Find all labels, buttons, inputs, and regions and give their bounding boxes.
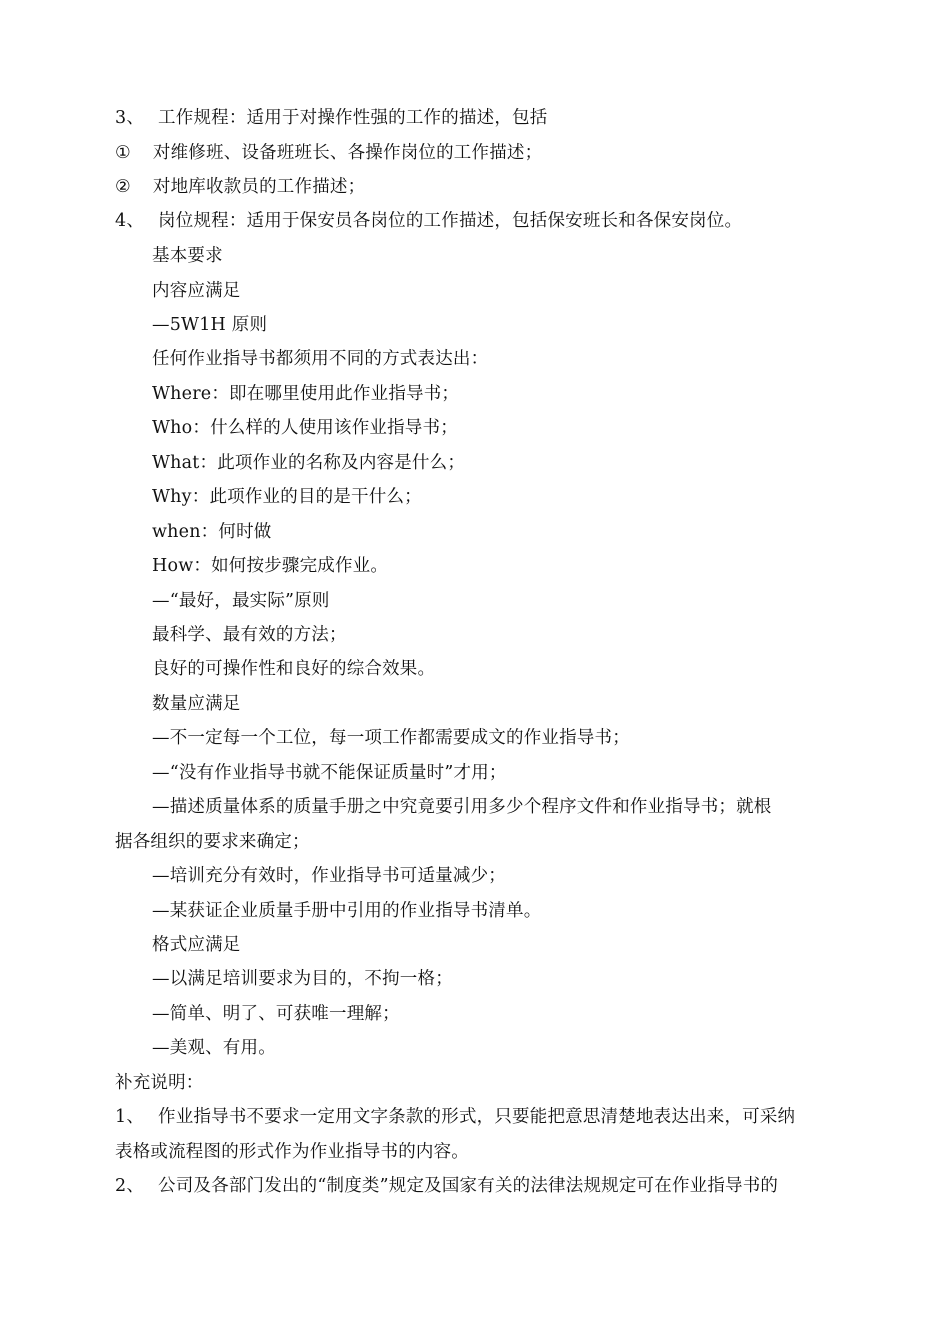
- circled-number: ②: [115, 177, 131, 197]
- principle-best: —“最好，最实际”原则: [152, 591, 330, 611]
- paragraph-line: when：何时做: [152, 522, 272, 542]
- item-number: 2、: [115, 1176, 145, 1196]
- item-text: 对地库收款员的工作描述；: [152, 177, 366, 197]
- item-text: 公司及各部门发出的“制度类”规定及国家有关的法律法规规定可在作业指导书的: [158, 1176, 779, 1196]
- principle-5w1h: —5W1H 原则: [152, 315, 268, 335]
- paragraph-line: —美观、有用。: [152, 1038, 276, 1058]
- paragraph-line: —描述质量体系的质量手册之中究竟要引用多少个程序文件和作业指导书；就根: [152, 797, 772, 817]
- paragraph-line: Who：什么样的人使用该作业指导书；: [152, 418, 458, 438]
- item-number: 1、: [115, 1107, 145, 1127]
- item-text: 对维修班、设备班班长、各操作岗位的工作描述；: [152, 143, 543, 163]
- paragraph-line-continued: 表格或流程图的形式作为作业指导书的内容。: [115, 1142, 469, 1162]
- supplement-item-1: [115, 1105, 795, 1129]
- item-4-post-procedure: [115, 209, 742, 233]
- subitem-1: [115, 141, 542, 165]
- paragraph-line: 最科学、最有效的方法；: [152, 625, 347, 645]
- paragraph-line: 任何作业指导书都须用不同的方式表达出：: [152, 349, 489, 369]
- item-text: 工作规程：适用于对操作性强的工作的描述，包括: [158, 108, 548, 128]
- item-3-work-procedure: [115, 106, 547, 130]
- item-text: 岗位规程：适用于保安员各岗位的工作描述，包括保安班长和各保安岗位。: [158, 211, 743, 231]
- heading-format: 格式应满足: [152, 935, 241, 955]
- heading-content: 内容应满足: [152, 281, 241, 301]
- paragraph-line: —培训充分有效时，作业指导书可适量减少；: [152, 866, 506, 886]
- supplement-item-2: [115, 1174, 778, 1198]
- paragraph-line: —某获证企业质量手册中引用的作业指导书清单。: [152, 901, 542, 921]
- paragraph-line: —简单、明了、可获唯一理解；: [152, 1004, 400, 1024]
- paragraph-line: —不一定每一个工位，每一项工作都需要成文的作业指导书；: [152, 728, 630, 748]
- heading-basic-requirements: 基本要求: [152, 246, 223, 266]
- paragraph-line-continued: 据各组织的要求来确定；: [115, 832, 310, 852]
- paragraph-line: —以满足培训要求为目的，不拘一格；: [152, 969, 453, 989]
- paragraph-line: Why：此项作业的目的是干什么；: [152, 487, 422, 507]
- item-number: 4、: [115, 211, 145, 231]
- heading-quantity: 数量应满足: [152, 694, 241, 714]
- paragraph-line: —“没有作业指导书就不能保证质量时”才用；: [152, 763, 507, 783]
- paragraph-line: What：此项作业的名称及内容是什么；: [152, 453, 466, 473]
- paragraph-line: 良好的可操作性和良好的综合效果。: [152, 659, 436, 679]
- circled-number: ①: [115, 143, 131, 163]
- item-text: 作业指导书不要求一定用文字条款的形式，只要能把意思清楚地表达出来，可采纳: [158, 1107, 796, 1127]
- heading-supplement: 补充说明：: [115, 1073, 204, 1093]
- item-number: 3、: [115, 108, 145, 128]
- paragraph-line: Where：即在哪里使用此作业指导书；: [152, 384, 460, 404]
- paragraph-line: How：如何按步骤完成作业。: [152, 556, 389, 576]
- subitem-2: [115, 175, 365, 199]
